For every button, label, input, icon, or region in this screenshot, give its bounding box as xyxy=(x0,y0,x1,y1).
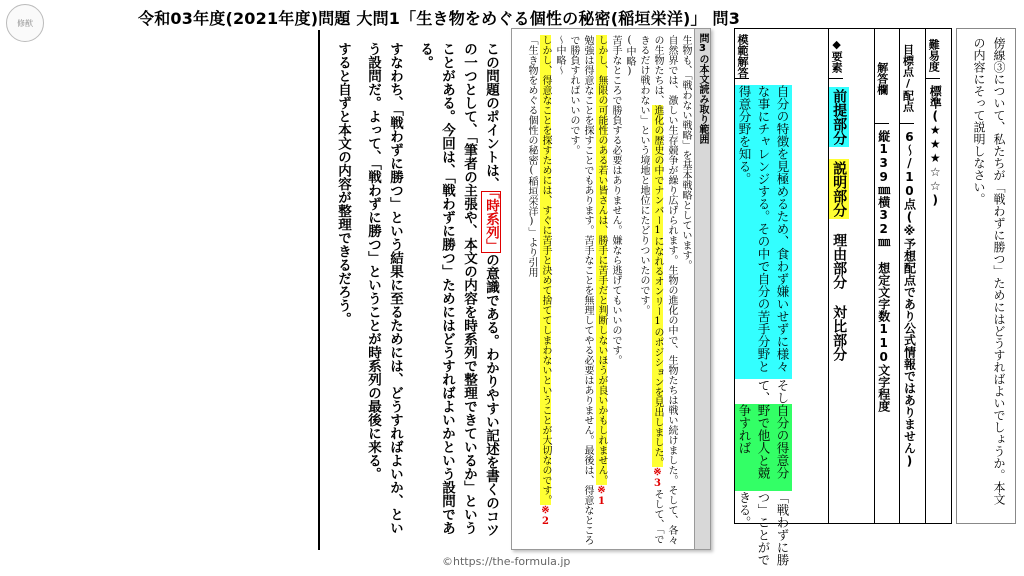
footer-copyright: ©https://the-formula.jp xyxy=(442,555,571,568)
excerpt-paragraph xyxy=(538,35,552,545)
excerpt-source: 「生き物をめぐる個性の秘密(稲垣栄洋)」より引用 xyxy=(526,35,537,277)
excerpt-paragraph xyxy=(608,35,622,545)
note-marker-2: ※2 xyxy=(540,505,551,527)
excerpt-text: 苦手なところで勝負する必要はありません。嫌なら逃げてもいいのです。 xyxy=(610,35,621,365)
school-logo xyxy=(6,4,44,42)
excerpt-paragraph xyxy=(566,35,594,545)
element-reason: 理由部分 xyxy=(831,233,848,289)
excerpt-text: 勉強は得意なことを探すことでもあります。苦手なことを無理してやる必要はありません。最後は、得意なところで勝負すればいいのです。 xyxy=(568,35,593,545)
page-title: 令和03年度(2021年度)問題 大問1「生き物をめぐる個性の秘密(稲垣栄洋)」 問3 xyxy=(138,9,741,28)
difficulty-column xyxy=(925,29,951,523)
question-box: 傍線③について、私たちが「戦わずに勝つ」ためにはどうすればよいでしょうか。本文の内容にそって説明しなさい。 xyxy=(956,28,1016,524)
elements-column xyxy=(828,29,874,523)
answer-field-column xyxy=(874,29,900,523)
model-answer-conclusion: 「戦わずに勝つ」ことができる。 xyxy=(737,491,790,567)
commentary-paragraph-1 xyxy=(414,42,502,544)
element-explanation: 説明部分 xyxy=(831,161,848,217)
excerpt-paragraph: (中略) xyxy=(624,35,635,77)
excerpt-header: 問3の本文読み取り範囲 xyxy=(694,29,710,549)
model-answer-column xyxy=(735,29,828,567)
excerpt-body xyxy=(524,35,692,545)
emphasis-keyword: 「時系列」 xyxy=(483,191,499,253)
excerpt-text: 生物も、「戦わない戦略」を基本戦略としています。 xyxy=(680,35,691,270)
model-answer-explanation: 自分の得意分野で他人と競争すれば xyxy=(735,404,792,491)
commentary-text: この問題のポイントは、 xyxy=(483,42,499,191)
commentary-paragraph-2: すなわち、「戦わずに勝つ」という結果に至るためには、どうすればよいか、という設問だ。よって、「戦わずに勝つ」ということが時系列の最後に来る。 xyxy=(365,42,403,535)
model-answer-premise: 自分の特徴を見極めるため、食わず嫌いせずに様々な事にチャレンジする。その中で自分の苦手分野と得意分野を知る。 xyxy=(735,85,792,379)
excerpt-paragraph xyxy=(678,35,692,545)
answer-field-value: 縦139㎜横32㎜ 想定文字数110文字程度 xyxy=(876,130,891,412)
answer-field-label: 解答欄 xyxy=(875,29,889,124)
difficulty-label: 難易度 xyxy=(926,29,940,79)
excerpt-paragraph: 〜中略〜 xyxy=(554,35,565,75)
excerpt-paragraph xyxy=(594,35,608,545)
elements-label: ◆要素 xyxy=(829,29,843,79)
highlighted-text: しかし、無限の可能性のある若い皆さんは、勝手に苦手だと判断しないほうが良いかもしれません。 xyxy=(596,35,607,485)
excerpt-paragraph xyxy=(636,35,678,545)
element-premise: 前提部分 xyxy=(831,89,848,145)
score-column xyxy=(899,29,925,523)
difficulty-value: 標準(★★★☆☆) xyxy=(928,85,943,207)
score-value: 6〜/10点(※予想配点であり公式情報ではありません) xyxy=(902,130,917,468)
answer-info-table xyxy=(734,28,952,567)
note-marker-3: ※3 xyxy=(652,467,663,489)
model-answer-connector: そして、 xyxy=(756,379,790,405)
excerpt-text: 自然界では、激しい生存競争が繰り広げられます。生物の進化の中で、生物たちは戦い続けました。そして、各々の生物たちは、 xyxy=(652,35,677,545)
highlighted-text: 進化の歴史の中でナンバー1になれるオンリー1のポジションを見出しました。 xyxy=(652,105,663,467)
text-excerpt-panel xyxy=(511,28,711,550)
logo-text: 修猷 xyxy=(17,18,33,28)
commentary-panel xyxy=(318,30,508,550)
score-label: 目標点/配点 xyxy=(900,29,914,124)
note-marker-1: ※1 xyxy=(596,485,607,507)
element-contrast: 対比部分 xyxy=(831,305,848,361)
commentary-text: の意識である。わかりやすい記述を書くのコツの一つとして、「筆者の主張や、本文の内容を時系列で整理できているか」ということがある。今回は、「戦わずに勝つ」ためにはどうすればよいかという設問である。 xyxy=(417,42,499,537)
commentary-paragraph-3: すると自ずと本文の内容が整理できるだろう。 xyxy=(335,42,351,326)
elements-list xyxy=(829,79,849,363)
model-answer-label: 模範解答 xyxy=(735,29,749,79)
excerpt-text: そして、「できるだけ戦わない」という境地と地位にたどりついたのです。 xyxy=(638,35,663,544)
highlighted-text: しかし、得意なことを探すためには、すぐに苦手と決めて捨ててしまわないということが大切なのです。 xyxy=(540,35,551,505)
model-answer-text xyxy=(735,79,792,573)
